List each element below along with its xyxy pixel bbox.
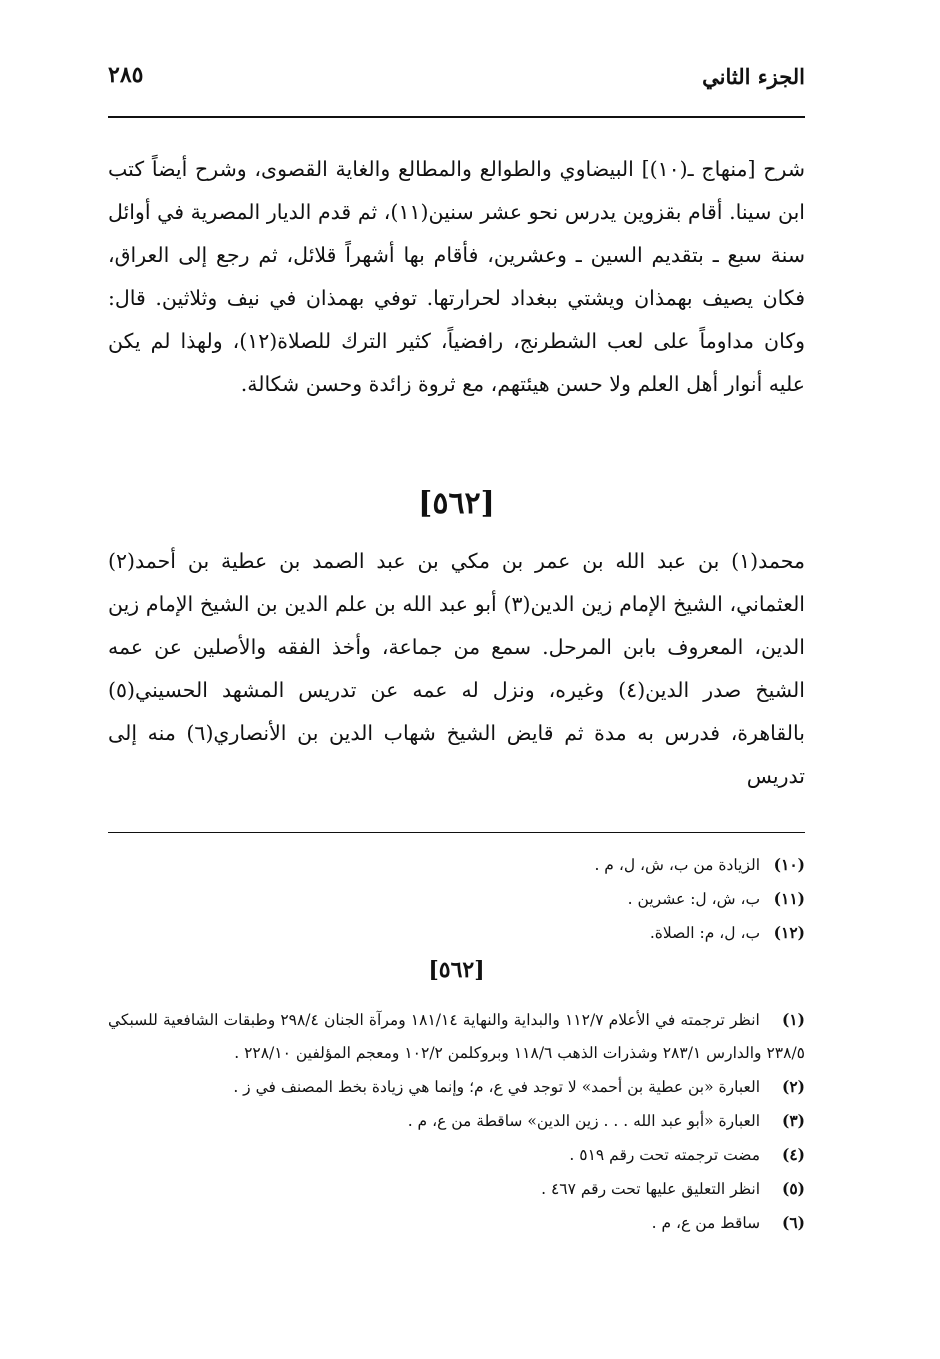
footnote-text: العبارة «بن عطية بن أحمد» لا توجد في ع، م؛ وإنما هي زيادة بخط المصنف في ز .: [233, 1078, 761, 1096]
footnote-rule: [108, 832, 805, 833]
footnote-number: (١): [781, 1010, 805, 1029]
footnote: [108, 1138, 805, 1172]
body-text-top: [108, 148, 805, 406]
footnote-number: (٥): [781, 1179, 805, 1198]
body-text-bottom: [108, 540, 805, 798]
footnote-text: ب، ل، م: الصلاة.: [649, 924, 761, 942]
footnote-text: العبارة «أبو عبد الله . . . زين الدين» ساقطة من ع، م .: [407, 1112, 761, 1130]
footnote-number: (١٢): [773, 923, 805, 942]
footnotes-previous-entry: [108, 848, 805, 950]
footnote: [108, 882, 805, 916]
footnote-number: (١٠): [773, 855, 805, 874]
footnote-text: انظر التعليق عليها تحت رقم ٤٦٧ .: [541, 1180, 761, 1198]
running-header: [108, 62, 805, 102]
footnote: [108, 1172, 805, 1206]
entry-number-heading: [٥٦٢]: [418, 486, 495, 521]
footnote-text: انظر ترجمته في الأعلام ١١٢/٧ والبداية والنهاية ١٨١/١٤ ومرآة الجنان ٢٩٨/٤ وطبقات الشافعية للسبكي ٢٣٨/٥ والدارس ٢٨٣/١ وشذرات الذهب ١١٨/٦ وبروكلمن ١٠٢/٢ ومعجم المؤلفين ٢٢٨/١٠ .: [108, 1011, 805, 1062]
footnote-number: (٢): [781, 1077, 805, 1096]
header-rule: [108, 116, 805, 118]
footnote-number: (١١): [773, 889, 805, 908]
footnote: [108, 1104, 805, 1138]
footnote: [108, 916, 805, 950]
footnote-text: ب، ش، ل: عشرين .: [627, 890, 761, 908]
footnote: [108, 1003, 805, 1070]
footnote: [108, 1206, 805, 1240]
footnote-number: (٤): [781, 1145, 805, 1164]
footnote-number: (٦): [781, 1213, 805, 1232]
paragraph: شرح [منهاج ـ(١٠)] البيضاوي والطوالع والمطالع والغاية القصوى، وشرح أيضاً كتب ابن سينا. أقام بقزوين يدرس نحو عشر سنين(١١)، ثم قدم الديار المصرية في أوائل سنة سبع ـ بتقديم السين ـ وعشرين، فأقام بها أشهراً قلائل، ثم رجع إلى العراق، فكان يصيف بهمذان ويشتي ببغداد لحرارتها. توفي بهمذان في نيف وثلاثين. قال: وكان مداوماً على لعب الشطرنج، رافضياً، كثير الترك للصلاة(١٢)، ولهذا لم يكن عليه أنوار أهل العلم ولا حسن هيئتهم، مع ثروة زائدة وحسن شكالة.: [108, 157, 805, 396]
footnote-text: مضت ترجمته تحت رقم ٥١٩ .: [569, 1146, 761, 1164]
footnotes-current-entry: [108, 1003, 805, 1240]
footnotes-entry-heading: [٥٦٢]: [428, 957, 485, 983]
footnote-number: (٣): [781, 1111, 805, 1130]
header-title: الجزء الثاني: [702, 64, 805, 89]
page-number: ٢٨٥: [108, 62, 144, 88]
footnote-text: الزيادة من ب، ش، ل، م .: [594, 856, 761, 874]
footnote: [108, 848, 805, 882]
footnote: [108, 1070, 805, 1104]
footnote-text: ساقط من ع، م .: [651, 1214, 761, 1232]
paragraph: محمد(١) بن عبد الله بن عمر بن مكي بن عبد الصمد بن عطية بن أحمد(٢) العثماني، الشيخ الإمام زين الدين(٣) أبو عبد الله بن علم الدين بن الشيخ الإمام زين الدين، المعروف بابن المرحل. سمع من جماعة، وأخذ الفقه والأصلين عن عمه الشيخ صدر الدين(٤) وغيره، ونزل له عمه عن تدريس المشهد الحسيني(٥) بالقاهرة، فدرس به مدة ثم قايض الشيخ شهاب الدين بن الأنصاري(٦) منه إلى تدريس: [108, 549, 806, 788]
